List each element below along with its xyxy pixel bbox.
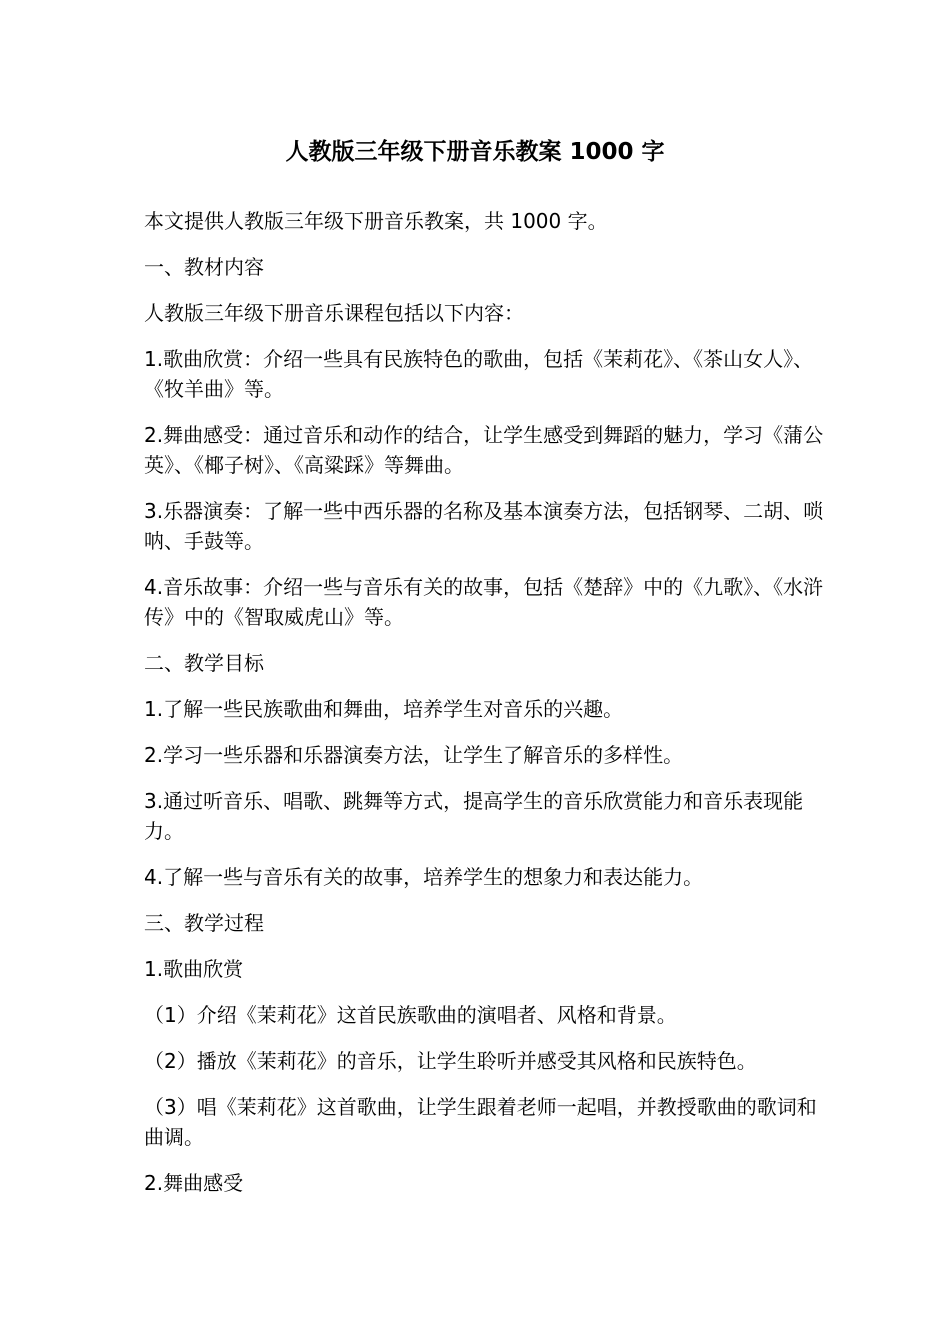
materials-item-stories: 4.音乐故事：介绍一些与音乐有关的故事，包括《楚辞》中的《九歌》、《水浒传》中的《智取威虎山》等。 — [144, 575, 824, 629]
intro-paragraph: 本文提供人教版三年级下册音乐教案，共 1000 字。 — [144, 209, 608, 233]
section-heading-goals: 二、教学目标 — [144, 651, 264, 675]
process-step-2: （2）播放《茉莉花》的音乐，让学生聆听并感受其风格和民族特色。 — [144, 1049, 757, 1073]
process-step-1: （1）介绍《茉莉花》这首民族歌曲的演唱者、风格和背景。 — [144, 1003, 677, 1027]
document-body — [144, 206, 834, 1214]
process-step-3: （3）唱《茉莉花》这首歌曲，让学生跟着老师一起唱，并教授歌曲的歌词和曲调。 — [144, 1095, 817, 1149]
materials-item-dance: 2.舞曲感受：通过音乐和动作的结合，让学生感受到舞蹈的魅力，学习《蒲公英》、《椰子树》、《高粱踩》等舞曲。 — [144, 423, 824, 477]
section-heading-process: 三、教学过程 — [144, 911, 264, 935]
goal-item-1: 1.了解一些民族歌曲和舞曲，培养学生对音乐的兴趣。 — [144, 697, 624, 721]
goal-item-3: 3.通过听音乐、唱歌、跳舞等方式，提高学生的音乐欣赏能力和音乐表现能力。 — [144, 789, 804, 843]
process-subheading-songs: 1.歌曲欣赏 — [144, 957, 244, 981]
materials-item-instruments: 3.乐器演奏：了解一些中西乐器的名称及基本演奏方法，包括钢琴、二胡、唢呐、手鼓等。 — [144, 499, 824, 553]
document-title: 人教版三年级下册音乐教案 1000 字 — [285, 139, 665, 165]
materials-intro: 人教版三年级下册音乐课程包括以下内容： — [144, 301, 524, 325]
materials-item-songs: 1.歌曲欣赏：介绍一些具有民族特色的歌曲，包括《茉莉花》、《茶山女人》、《牧羊曲》等。 — [144, 347, 814, 401]
process-subheading-dance: 2.舞曲感受 — [144, 1171, 244, 1195]
goal-item-4: 4.了解一些与音乐有关的故事，培养学生的想象力和表达能力。 — [144, 865, 704, 889]
goal-item-2: 2.学习一些乐器和乐器演奏方法，让学生了解音乐的多样性。 — [144, 743, 684, 767]
section-heading-materials: 一、教材内容 — [144, 255, 264, 279]
